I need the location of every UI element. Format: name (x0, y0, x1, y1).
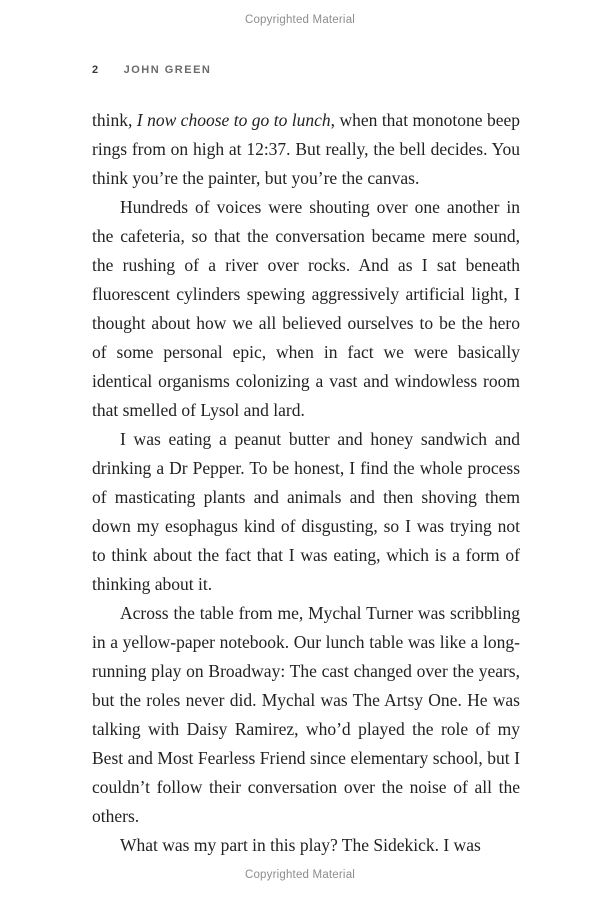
copyright-notice-top: Copyrighted Material (244, 14, 356, 26)
paragraph-1-text-lead: think, (92, 110, 137, 130)
paragraph-4: Across the table from me, Mychal Turner was scribbling in a yellow-paper notebook. Our lunch table was like a long-running play on Broadway: The cast changed over the years, but the roles never did. Mychal was The Artsy One. He was talking with Daisy Ramirez, who’d played the role of my Best and Most Fearless Friend since elementary school, but I couldn’t follow their conversation over the noise of all the others. (92, 603, 520, 826)
paragraph-2: Hundreds of voices were shouting over one another in the cafeteria, so that the conversation became mere sound, the rushing of a river over rocks. And as I sat beneath fluorescent cylinders spewing aggressively artificial light, I thought about how we all believed ourselves to be the hero of some personal epic, when in fact we were basically identical organisms colonizing a vast and windowless room that smelled of Lysol and lard. (92, 197, 520, 420)
page-number: 2 (92, 64, 100, 76)
page-header (92, 64, 211, 76)
paragraph-3: I was eating a peanut butter and honey sandwich and drinking a Dr Pepper. To be honest, I find the whole process of masticating plants and animals and then shoving them down my esophagus kind of disgusting, so I was trying not to think about the fact that I was eating, which is a form of thinking about it. (92, 429, 520, 594)
paragraph-1-italic-phrase: I now choose to go to lunch (136, 110, 331, 130)
paragraph-1-text-tail: , when that monotone beep rings from on high at 12:37. But really, the bell decides. You think you’re the painter, but you’re the canvas. (92, 110, 520, 188)
paragraph-5: What was my part in this play? The Sidekick. I was (120, 835, 481, 855)
author-name: JOHN GREEN (123, 64, 212, 76)
body-text-block (92, 106, 520, 860)
paragraph-1 (92, 106, 520, 193)
copyright-notice-bottom: Copyrighted Material (244, 869, 356, 881)
